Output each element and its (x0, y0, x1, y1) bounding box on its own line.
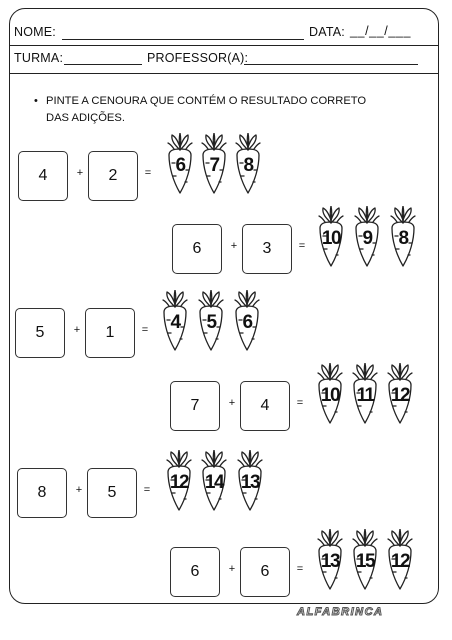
addend-box (88, 151, 138, 201)
carrot-number: 11 (356, 385, 374, 406)
carrot-number: 6 (175, 155, 185, 176)
addend-box (170, 547, 220, 597)
addend-a: 4 (38, 167, 48, 184)
carrot-number: 15 (355, 551, 375, 572)
class-field[interactable] (64, 64, 142, 65)
equals-sign: = (296, 563, 304, 575)
addend-box (15, 308, 65, 358)
name-field[interactable] (62, 39, 304, 40)
addend-box (17, 468, 67, 518)
carrot-option[interactable] (315, 529, 345, 591)
plus-sign: + (230, 240, 238, 252)
carrot-option[interactable] (315, 363, 345, 425)
class-label: TURMA: (14, 51, 64, 65)
addend-b: 3 (262, 240, 272, 257)
instruction-line-2: DAS ADIÇÕES. (46, 112, 125, 124)
addend-a: 8 (37, 484, 47, 501)
carrot-number: 9 (362, 228, 372, 249)
teacher-label: PROFESSOR(A): (147, 51, 249, 65)
carrot-option[interactable] (350, 529, 380, 591)
addend-a: 6 (190, 563, 200, 580)
carrot-number: 12 (390, 385, 410, 406)
addend-box (87, 468, 137, 518)
header-divider (9, 45, 439, 46)
carrot-option[interactable] (352, 206, 382, 268)
carrot-option[interactable] (199, 450, 229, 512)
carrot-number: 12 (169, 472, 189, 493)
addend-box (242, 224, 292, 274)
teacher-field[interactable] (244, 64, 418, 65)
carrot-option[interactable] (165, 133, 195, 195)
addend-b: 5 (107, 484, 117, 501)
addend-b: 4 (260, 397, 270, 414)
bullet-icon: • (34, 95, 38, 107)
instruction-text (46, 93, 366, 127)
carrot-option[interactable] (385, 529, 415, 591)
addend-b: 1 (105, 324, 115, 341)
carrot-number: 12 (390, 551, 410, 572)
instruction-line-1: PINTE A CENOURA QUE CONTÉM O RESULTADO CORRETO (46, 95, 367, 107)
plus-sign: + (75, 484, 83, 496)
addend-box (170, 381, 220, 431)
date-label: DATA: (309, 25, 345, 39)
equals-sign: = (143, 484, 151, 496)
addend-box (18, 151, 68, 201)
carrot-number: 8 (398, 228, 408, 249)
name-label: NOME: (14, 25, 56, 39)
date-field[interactable]: __/__/___ (350, 24, 412, 38)
plus-sign: + (76, 167, 84, 179)
addend-b: 6 (260, 563, 270, 580)
addend-b: 2 (108, 167, 118, 184)
carrot-number: 13 (320, 551, 340, 572)
carrot-number: 13 (240, 472, 260, 493)
carrot-option[interactable] (385, 363, 415, 425)
carrot-number: 4 (170, 312, 180, 333)
carrot-number: 10 (320, 385, 340, 406)
carrot-option[interactable] (232, 290, 262, 352)
carrot-option[interactable] (196, 290, 226, 352)
addend-a: 7 (190, 397, 200, 414)
addend-box (240, 381, 290, 431)
header-divider-2 (9, 73, 439, 74)
carrot-option[interactable] (199, 133, 229, 195)
addend-a: 6 (192, 240, 202, 257)
carrot-option[interactable] (233, 133, 263, 195)
carrot-option[interactable] (164, 450, 194, 512)
plus-sign: + (228, 397, 236, 409)
equals-sign: = (298, 240, 306, 252)
carrot-number: 6 (242, 312, 252, 333)
equals-sign: = (296, 397, 304, 409)
plus-sign: + (228, 563, 236, 575)
carrot-option[interactable] (388, 206, 418, 268)
carrot-number: 10 (321, 228, 341, 249)
plus-sign: + (73, 324, 81, 336)
carrot-option[interactable] (316, 206, 346, 268)
equals-sign: = (141, 324, 149, 336)
carrot-number: 8 (243, 155, 253, 176)
carrot-number: 14 (204, 472, 224, 493)
carrot-number: 7 (209, 155, 219, 176)
addend-box (172, 224, 222, 274)
addend-a: 5 (35, 324, 45, 341)
addend-box (85, 308, 135, 358)
carrot-number: 5 (206, 312, 216, 333)
carrot-option[interactable] (350, 363, 380, 425)
carrot-option[interactable] (235, 450, 265, 512)
addend-box (240, 547, 290, 597)
equals-sign: = (144, 167, 152, 179)
carrot-option[interactable] (160, 290, 190, 352)
brand-logo: ALFABRINCA (297, 606, 384, 618)
